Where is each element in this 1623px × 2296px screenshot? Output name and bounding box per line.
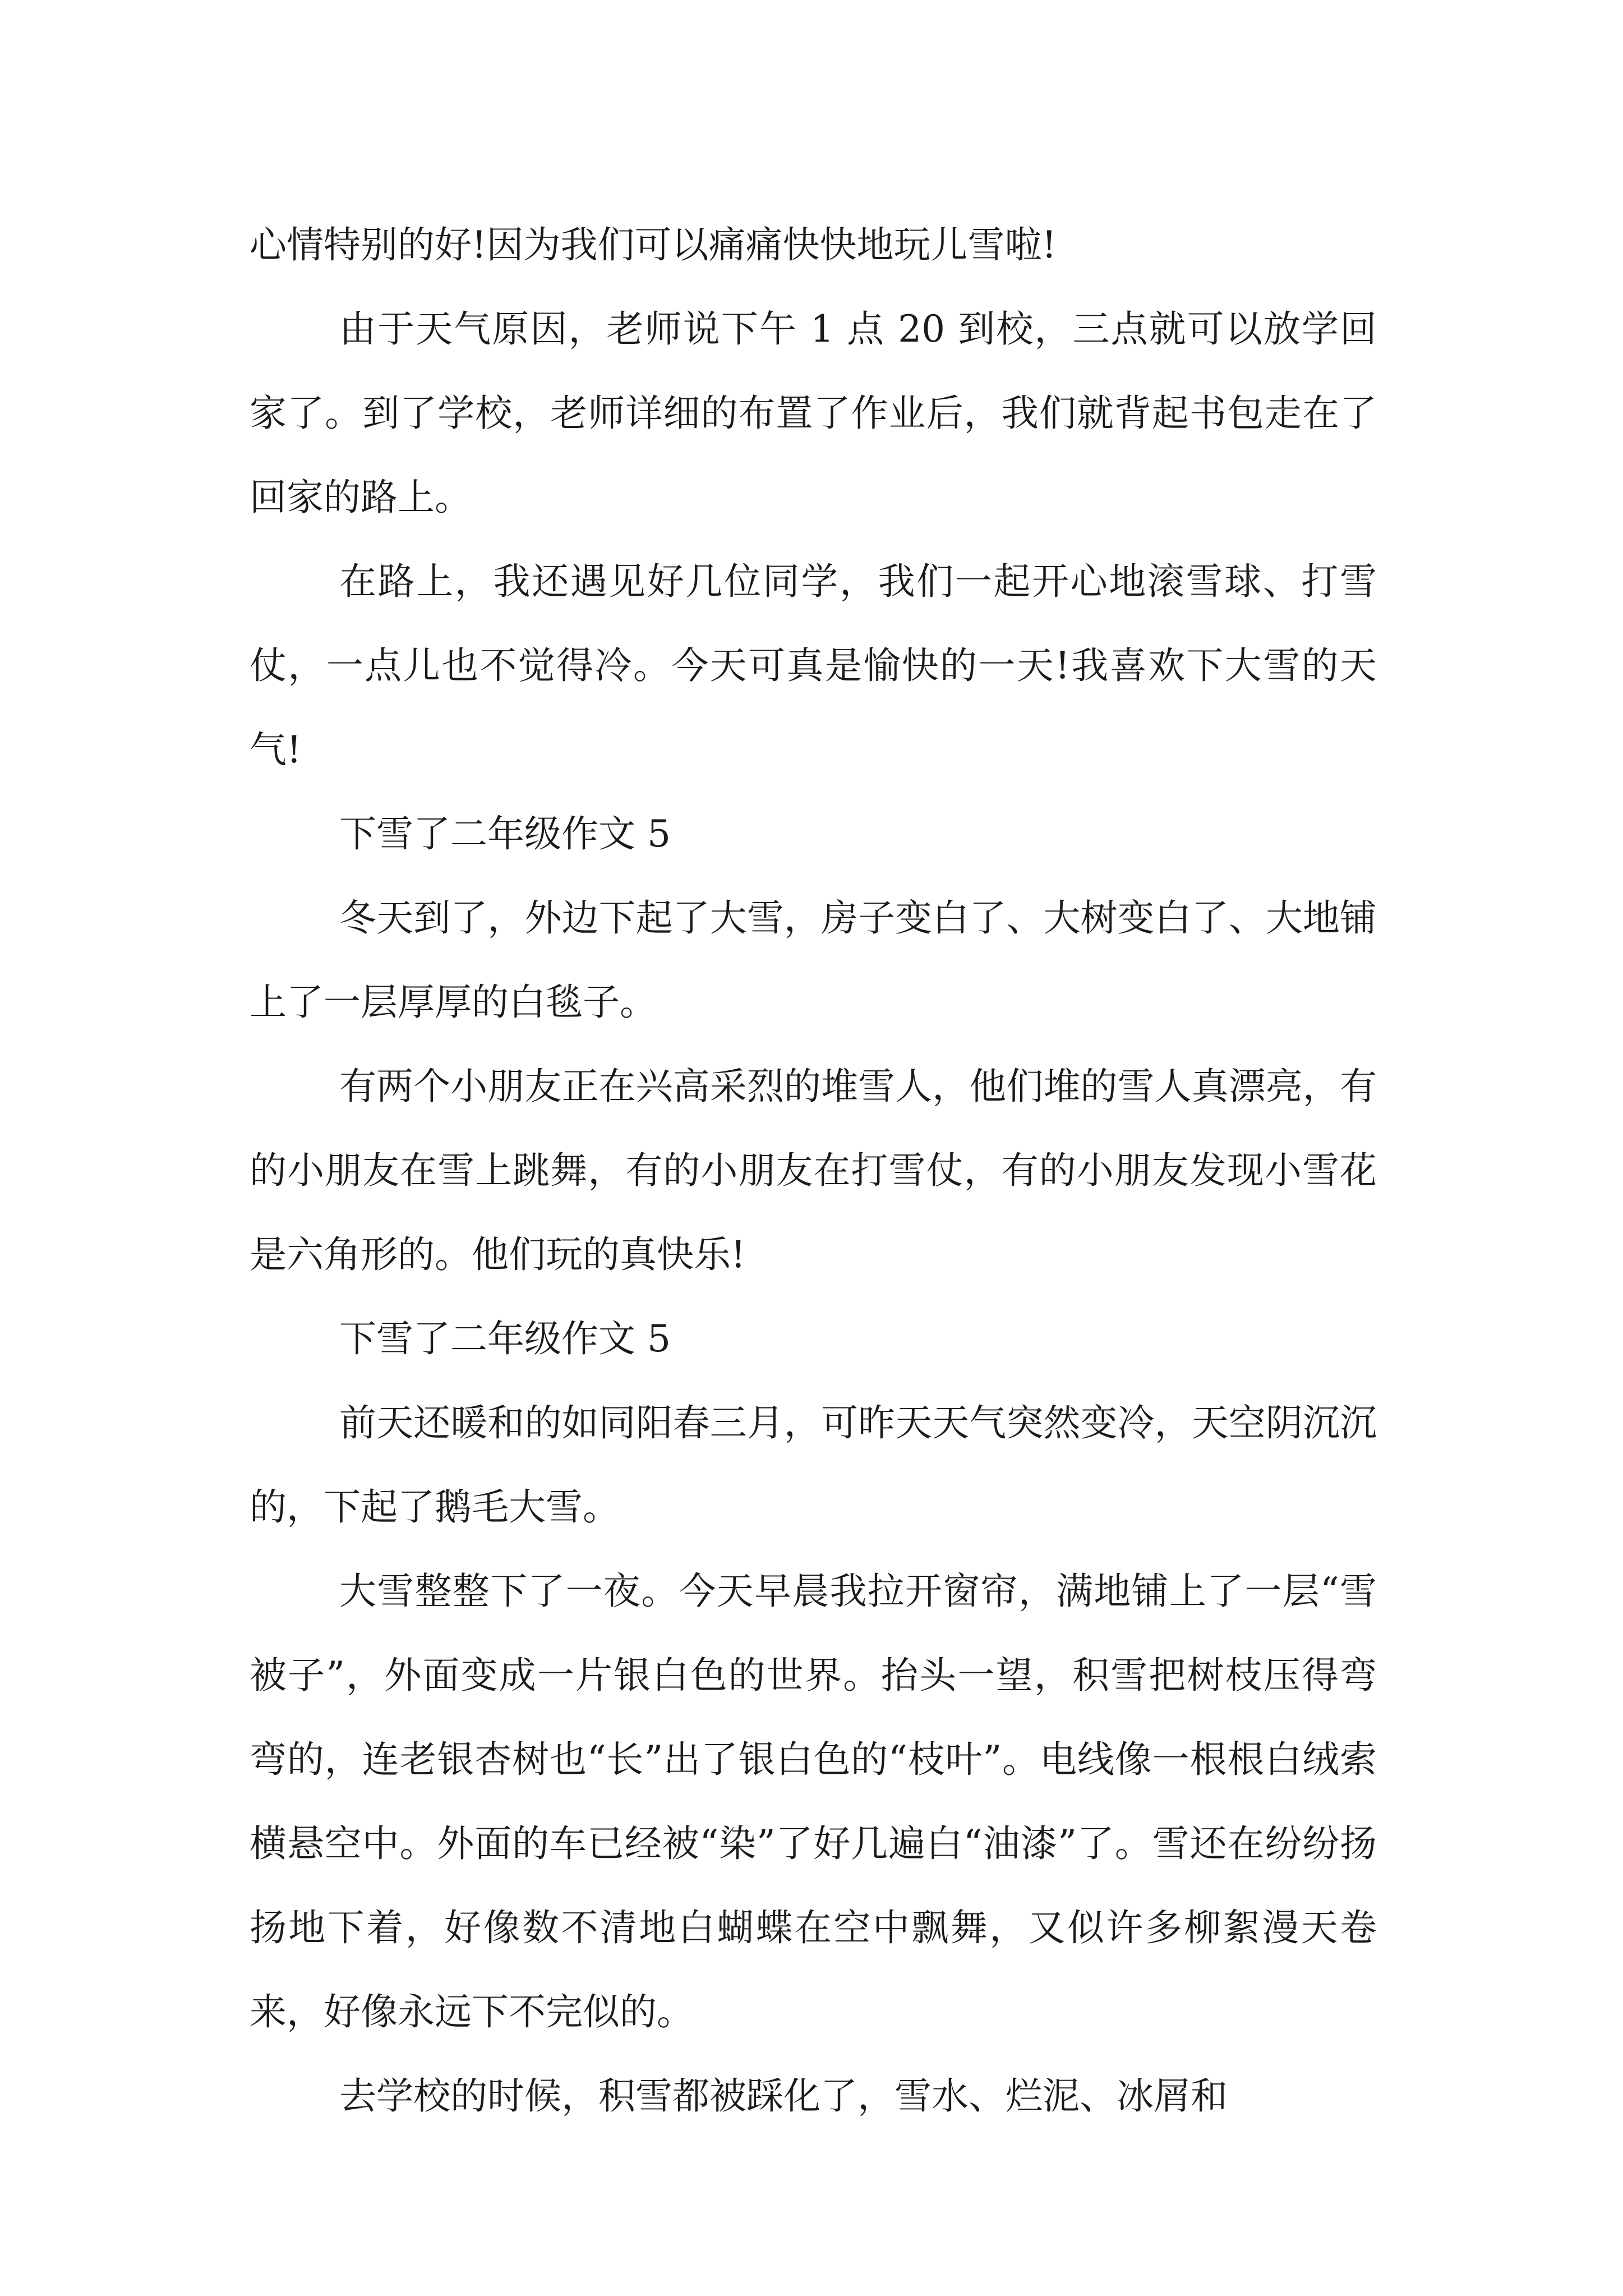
paragraph: 有两个小朋友正在兴高采烈的堆雪人，他们堆的雪人真漂亮，有的小朋友在雪上跳舞，有的小朋友在打雪仗，有的小朋友发现小雪花是六角形的。他们玩的真快乐! xyxy=(250,1065,1377,1276)
section-heading: 下雪了二年级作文 5 xyxy=(339,812,671,855)
paragraph: 由于天气原因，老师说下午 1 点 20 到校，三点就可以放学回家了。到了学校，老师详细的布置了作业后，我们就背起书包走在了回家的路上。 xyxy=(250,307,1377,519)
paragraph: 去学校的时候，积雪都被踩化了，雪水、烂泥、冰屑和 xyxy=(339,2074,1228,2118)
paragraph: 冬天到了，外边下起了大雪，房子变白了、大树变白了、大地铺上了一层厚厚的白毯子。 xyxy=(250,896,1377,1024)
section-heading: 下雪了二年级作文 5 xyxy=(339,1317,671,1360)
paragraph: 前天还暖和的如同阳春三月，可昨天天气突然变冷，天空阴沉沉的，下起了鹅毛大雪。 xyxy=(250,1401,1377,1529)
paragraph: 在路上，我还遇见好几位同学，我们一起开心地滚雪球、打雪仗，一点儿也不觉得冷。今天可真是愉快的一天!我喜欢下大雪的天气! xyxy=(250,560,1377,771)
paragraph: 大雪整整下了一夜。今天早晨我拉开窗帘，满地铺上了一层“雪被子”，外面变成一片银白色的世界。抬头一望，积雪把树枝压得弯弯的，连老银杏树也“长”出了银白色的“枝叶”。电线像一根根白绒索横悬空中。外面的车已经被“染”了好几遍白“油漆”了。雪还在纷纷扬扬地下着，好像数不清地白蝴蝶在空中飘舞，又似许多柳絮漫天卷来，好像永远下不完似的。 xyxy=(250,1570,1377,2033)
document-page xyxy=(250,203,1377,2138)
paragraph-continuation: 心情特别的好!因为我们可以痛痛快快地玩儿雪啦! xyxy=(250,223,1057,266)
